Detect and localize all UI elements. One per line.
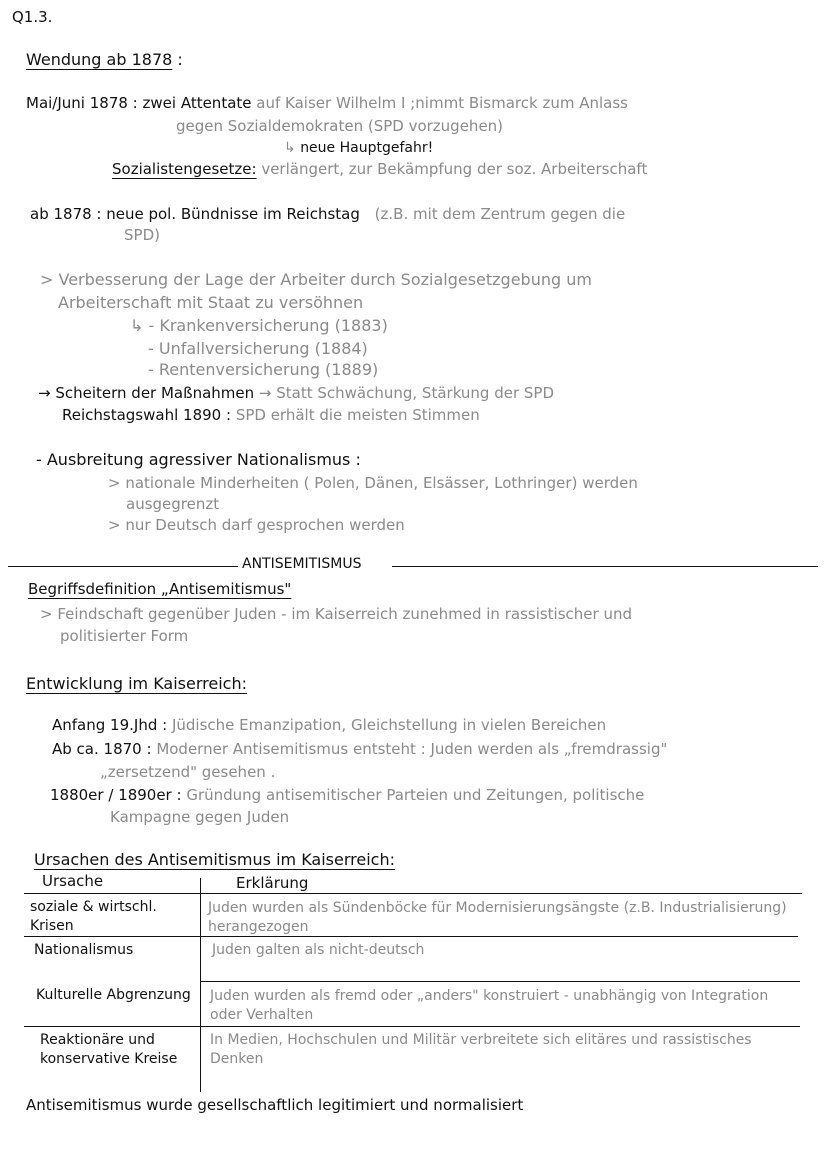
entwicklung-text-3: Gründung antisemitischer Parteien und Zeitungen, politische <box>186 786 645 804</box>
entwicklung-label-1: Anfang 19.Jhd : <box>52 716 168 734</box>
verbesserung-text-1: > Verbesserung der Lage der Arbeiter durch Sozialgesetzgebung um <box>40 270 592 289</box>
buendnisse-text-1: (z.B. mit dem Zentrum gegen die <box>374 205 626 223</box>
entwicklung-label-2: Ab ca. 1870 : <box>52 740 152 758</box>
nationalismus-text-3: > nur Deutsch darf gesprochen werden <box>108 516 405 534</box>
scheitern-line <box>38 384 554 402</box>
sozialistengesetze-text: verlängert, zur Bekämpfung der soz. Arbeiterschaft <box>261 160 648 178</box>
wendung-heading-wrap <box>26 50 183 69</box>
table-row-2-erklaerung: Juden galten als nicht-deutsch <box>212 942 425 958</box>
scheitern-text: → Statt Schwächung, Stärkung der SPD <box>258 384 555 402</box>
table-row-4-erklaerung: In Medien, Hochschulen und Militär verbreitete sich elitäres und rassistisches Denken <box>210 1032 752 1067</box>
table-row-3-ursache: Kulturelle Abgrenzung <box>36 987 191 1003</box>
scheitern-label: → Scheitern der Maßnahmen <box>38 384 255 402</box>
table-header-ursache: Ursache <box>42 872 104 890</box>
entwicklung-text-3b: Kampagne gegen Juden <box>110 808 290 826</box>
table-header-erklaerung: Erklärung <box>236 874 309 892</box>
divider-left <box>8 566 238 567</box>
entwicklung-heading: Entwicklung im Kaiserreich: <box>26 674 247 693</box>
table-row-1-ursache: soziale & wirtschl. Krisen <box>30 899 157 934</box>
entwicklung-text-1: Jüdische Emanzipation, Gleichstellung in vielen Bereichen <box>171 716 607 734</box>
table-column-rule <box>200 878 201 1092</box>
wahl-text: SPD erhält die meisten Stimmen <box>235 406 480 424</box>
entwicklung-row-3 <box>50 786 644 804</box>
versicherung-1-line <box>130 316 388 335</box>
nationalismus-text-1: > nationale Minderheiten ( Polen, Dänen, Elsässer, Lothringer) werden <box>108 474 638 492</box>
table-row-2-ursache: Nationalismus <box>34 942 134 958</box>
table-header-rule <box>24 893 802 894</box>
entwicklung-row-2 <box>52 740 667 758</box>
attentate-line <box>26 94 628 112</box>
hauptgefahr-text: neue Hauptgefahr! <box>300 140 434 156</box>
versicherung-3: - Rentenversicherung (1889) <box>148 360 379 379</box>
table-row-3-erklaerung: Juden wurden als fremd oder „anders" konstruiert - unabhängig von Integration oder Verhalten <box>210 988 769 1023</box>
buendnisse-label: ab 1878 : neue pol. Bündnisse im Reichstag <box>30 205 360 223</box>
definition-text-2: politisierter Form <box>60 627 189 645</box>
sozialistengesetze-label: Sozialistengesetze: <box>112 160 257 178</box>
wahl-label: Reichstagswahl 1890 : <box>62 406 232 424</box>
divider-right <box>392 566 818 567</box>
versicherung-1: - Krankenversicherung (1883) <box>148 316 388 335</box>
table-row-1-erklaerung: Juden wurden als Sündenböcke für Modernisierungsängste (z.B. Industrialisierung) herangezogen <box>208 900 787 935</box>
entwicklung-text-2: Moderner Antisemitismus entsteht : Juden werden als „fremdrassig" <box>156 740 668 758</box>
attentate-text-1: auf Kaiser Wilhelm I ;nimmt Bismarck zum Anlass <box>256 94 628 112</box>
sozialistengesetze-line <box>112 160 647 178</box>
page-id: Q1.3. <box>12 8 53 26</box>
attentate-text-2: gegen Sozialdemokraten (SPD vorzugehen) <box>176 117 504 135</box>
versicherung-2: - Unfallversicherung (1884) <box>148 339 368 358</box>
table-row-rule-2 <box>200 981 800 982</box>
entwicklung-label-3: 1880er / 1890er : <box>50 786 182 804</box>
definition-heading: Begriffsdefinition „Antisemitismus" <box>28 580 292 598</box>
conclusion: Antisemitismus wurde gesellschaftlich legitimiert und normalisiert <box>26 1096 524 1114</box>
entwicklung-text-2b: „zersetzend" gesehen . <box>100 763 276 781</box>
antisemitismus-title: ANTISEMITISMUS <box>242 556 362 572</box>
hauptgefahr-line <box>284 140 433 156</box>
versicherung-arrow: ↳ <box>130 316 144 335</box>
table-row-rule-3 <box>24 1026 800 1027</box>
ursachen-heading: Ursachen des Antisemitismus im Kaiserreich: <box>34 850 395 869</box>
table-row-rule-1 <box>24 936 798 937</box>
nationalismus-text-2: ausgegrenzt <box>126 495 220 513</box>
definition-text-1: > Feindschaft gegenüber Juden - im Kaiserreich zunehmed in rassistischer und <box>40 605 632 623</box>
buendnisse-line <box>30 205 625 223</box>
nationalismus-heading: - Ausbreitung agressiver Nationalismus : <box>36 450 361 469</box>
wendung-heading: Wendung ab 1878 <box>26 50 173 69</box>
buendnisse-text-2: SPD) <box>124 226 160 244</box>
verbesserung-text-2: Arbeiterschaft mit Staat zu versöhnen <box>58 293 364 312</box>
hauptgefahr-arrow: ↳ <box>284 140 296 156</box>
entwicklung-row-1 <box>52 716 606 734</box>
table-row-4-ursache: Reaktionäre und konservative Kreise <box>40 1032 178 1067</box>
attentate-date: Mai/Juni 1878 : <box>26 94 138 112</box>
wahl-line <box>62 406 480 424</box>
wendung-heading-colon: : <box>177 50 183 69</box>
attentate-label: zwei Attentate <box>142 94 252 112</box>
